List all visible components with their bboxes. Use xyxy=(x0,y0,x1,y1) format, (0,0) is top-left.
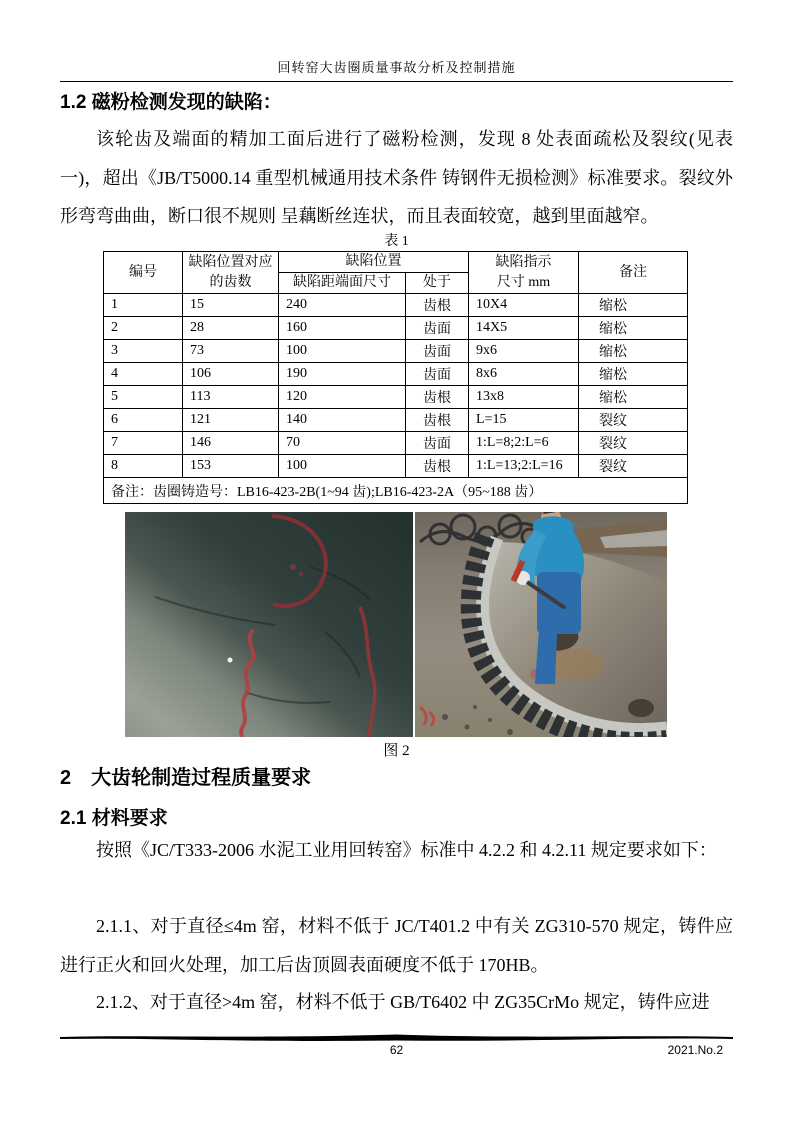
cell-indication: 9x6 xyxy=(469,340,579,363)
cell-indication: 1:L=8;2:L=6 xyxy=(469,432,579,455)
footer-page-number: 62 xyxy=(389,1043,404,1057)
cell-position: 齿面 xyxy=(406,363,469,386)
cell-indication: L=15 xyxy=(469,409,579,432)
col-header-location-group: 缺陷位置 xyxy=(279,252,469,273)
cell-id: 1 xyxy=(104,294,183,317)
figure-2-caption: 图 2 xyxy=(383,743,410,759)
footer-decorative-rule xyxy=(60,1033,733,1043)
cell-indication: 13x8 xyxy=(469,386,579,409)
table-row xyxy=(104,317,688,340)
cell-remark: 缩松 xyxy=(579,386,688,409)
cell-tooth: 113 xyxy=(183,386,279,409)
cell-position: 齿根 xyxy=(406,294,469,317)
photo-gear-inspection xyxy=(415,512,667,737)
cell-tooth: 73 xyxy=(183,340,279,363)
col-header-tooth xyxy=(183,252,279,294)
cell-remark: 裂纹 xyxy=(579,455,688,478)
col-header-tooth-line1: 缺陷位置对应 xyxy=(188,254,273,270)
section-1-2-heading: 1.2 磁粉检测发现的缺陷： xyxy=(60,92,282,113)
cell-distance: 140 xyxy=(279,409,406,432)
table-note-row xyxy=(104,478,688,504)
cell-position: 齿面 xyxy=(406,317,469,340)
cell-distance: 100 xyxy=(279,455,406,478)
cell-distance: 240 xyxy=(279,294,406,317)
cell-distance: 100 xyxy=(279,340,406,363)
bright-speck xyxy=(228,658,233,663)
cell-tooth: 28 xyxy=(183,317,279,340)
figure-2-photos xyxy=(125,512,667,737)
cell-id: 2 xyxy=(104,317,183,340)
col-header-indication-line2: 尺寸 mm xyxy=(496,274,551,290)
paragraph-magnetic-inspection: 该轮齿及端面的精加工面后进行了磁粉检测，发现 8 处表面疏松及裂纹(见表一)，超出《JB/T5000.14 重型机械通用技术条件 铸钢件无损检测》标准要求。裂纹外形弯弯曲曲，断口很不规则 呈藕断丝连状，而且表面较宽，越到里面越窄。 xyxy=(60,129,733,226)
cell-id: 5 xyxy=(104,386,183,409)
table-header-row-1 xyxy=(104,252,688,273)
table-row xyxy=(104,363,688,386)
cell-remark: 缩松 xyxy=(579,363,688,386)
cell-indication: 10X4 xyxy=(469,294,579,317)
cell-indication: 8x6 xyxy=(469,363,579,386)
table-row xyxy=(104,340,688,363)
cell-indication: 14X5 xyxy=(469,317,579,340)
cell-position: 齿面 xyxy=(406,432,469,455)
cell-remark: 缩松 xyxy=(579,317,688,340)
table-row xyxy=(104,455,688,478)
cell-remark: 缩松 xyxy=(579,294,688,317)
cell-position: 齿根 xyxy=(406,386,469,409)
footer-issue-number: 2021.No.2 xyxy=(667,1043,723,1057)
cell-tooth: 106 xyxy=(183,363,279,386)
paragraph-item-2-1-2: 2.1.2、对于直径>4m 窑，材料不低于 GB/T6402 中 ZG35CrMo 规定，铸件应进 xyxy=(96,992,710,1012)
cell-distance: 120 xyxy=(279,386,406,409)
cell-id: 6 xyxy=(104,409,183,432)
col-header-indication-line1: 缺陷指示 xyxy=(495,254,552,270)
cell-distance: 190 xyxy=(279,363,406,386)
cell-id: 3 xyxy=(104,340,183,363)
header-rule xyxy=(60,81,733,82)
cell-position: 齿面 xyxy=(406,340,469,363)
col-header-id: 编号 xyxy=(104,252,183,294)
col-header-indication xyxy=(469,252,579,294)
cell-indication: 1:L=13;2:L=16 xyxy=(469,455,579,478)
paragraph-item-2-1-1: 2.1.1、对于直径≤4m 窑，材料不低于 JC/T401.2 中有关 ZG310-570 规定，铸件应进行正火和回火处理，加工后齿顶圆表面硬度不低于 170HB。 xyxy=(60,916,733,975)
table-1-caption: 表 1 xyxy=(384,234,409,249)
cell-id: 8 xyxy=(104,455,183,478)
table-row xyxy=(104,409,688,432)
cell-position: 齿根 xyxy=(406,409,469,432)
cell-id: 7 xyxy=(104,432,183,455)
section-2-1-heading: 2.1 材料要求 xyxy=(60,808,168,829)
defect-table xyxy=(103,251,688,504)
running-header-title: 回转窑大齿圈质量事故分析及控制措施 xyxy=(277,60,516,75)
cell-position: 齿根 xyxy=(406,455,469,478)
cell-tooth: 153 xyxy=(183,455,279,478)
cell-id: 4 xyxy=(104,363,183,386)
table-row xyxy=(104,432,688,455)
table-note: 备注：齿圈铸造号：LB16-423-2B(1~94 齿);LB16-423-2A（95~188 齿） xyxy=(104,478,688,504)
cell-remark: 裂纹 xyxy=(579,409,688,432)
col-header-tooth-line2: 的齿数 xyxy=(209,274,252,290)
table-row xyxy=(104,386,688,409)
paragraph-material-intro: 按照《JC/T333-2006 水泥工业用回转窑》标准中 4.2.2 和 4.2.11 规定要求如下： xyxy=(96,840,717,860)
cell-remark: 裂纹 xyxy=(579,432,688,455)
cell-distance: 160 xyxy=(279,317,406,340)
table-row xyxy=(104,294,688,317)
col-header-position: 处于 xyxy=(406,273,469,294)
cell-tooth: 121 xyxy=(183,409,279,432)
col-header-distance: 缺陷距端面尺寸 xyxy=(279,273,406,294)
cell-tooth: 146 xyxy=(183,432,279,455)
col-header-remark: 备注 xyxy=(579,252,688,294)
section-2-heading: 2 大齿轮制造过程质量要求 xyxy=(60,767,312,789)
cell-tooth: 15 xyxy=(183,294,279,317)
cell-distance: 70 xyxy=(279,432,406,455)
cell-remark: 缩松 xyxy=(579,340,688,363)
photo-crack-closeup xyxy=(125,512,413,737)
